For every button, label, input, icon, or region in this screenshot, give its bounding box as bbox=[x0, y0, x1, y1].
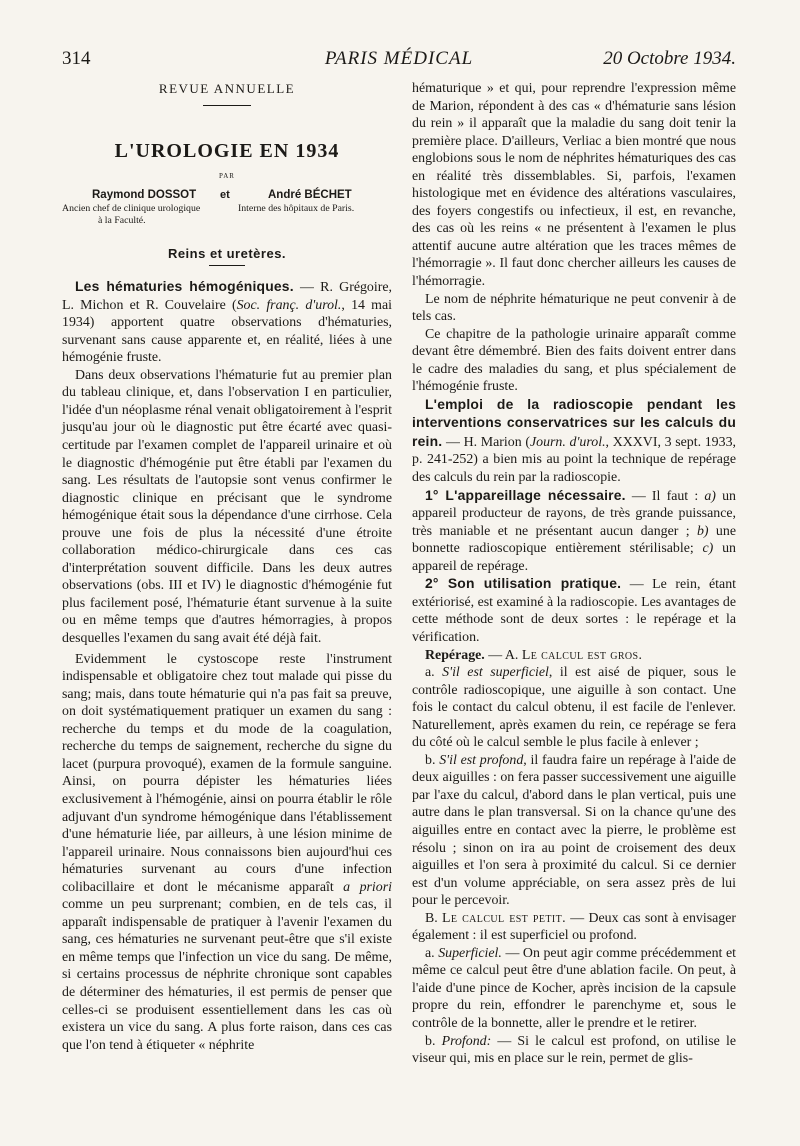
paragraph-deep: b. S'il est profond, il faudra faire un repérage à l'aide de deux aiguilles : on fera passer successivement une aiguille par l'axe du calcul, d'abord dans le plan vertical, puis une autre dans le plan transversal. Si on la chance qu'une des aiguilles entre en contact avec la pierre, le problème est résolu ; sinon on ira au point de croisement des deux aiguilles et l'on sera à proximité du calcul. Si ce dernier est d'un volume appréciable, on sera assez près de lui pour le percevoir. bbox=[412, 752, 737, 909]
page-number: 314 bbox=[62, 48, 91, 69]
paragraph-reperage: Repérage. — A. Le calcul est gros. bbox=[425, 647, 643, 663]
article-title: L'UROLOGIE EN 1934 bbox=[114, 139, 340, 162]
paragraph-equipment: 1° L'appareillage nécessaire. — Il faut : a) un appareil producteur de rayons, de très grande puissance, très maniable et ne présentant aucun danger ; b) une bonnette radioscopique entièrement stérilisable; c) un appareil de repérage. bbox=[412, 486, 736, 574]
author-2-affiliation: Interne des hôpitaux de Paris. bbox=[238, 202, 355, 214]
running-header bbox=[62, 48, 736, 74]
paragraph-radioscopy: L'emploi de la radioscopie pendant les interventions conservatrices sur les calculs du rein. — H. Marion (Journ. d'urol., XXXVI, 3 sept. 1933, p. 241-252) a bien mis au point la technique de repérage des calculs du rein par la radioscopie. bbox=[412, 395, 736, 486]
paragraph-superficial: a. S'il est superficiel, il est aisé de piquer, sous le contrôle radioscopique, une aiguille à son contact. Une fois le contact du calcul obtenu, il est facile de l'enlever. Naturellement, après examen du rein, ce repérage se fera du côté où le calcul semble le plus facile à enlever ; bbox=[412, 665, 736, 751]
issue-date: 20 Octobre 1934. bbox=[603, 48, 736, 69]
journal-title: PARIS MÉDICAL bbox=[324, 48, 474, 69]
paragraph-small-superficial: a. Superficiel. — On peut agir comme précédemment et même ce calcul peut être d'une ablation facile. On peut, à l'aide d'une pince de Kocher, après incision de la capsule propre du rein, effondrer le parenchyme et, sous le contrôle de la bonnette, aller le prendre et le retirer. bbox=[412, 945, 736, 1031]
author-conjunction: et bbox=[220, 188, 230, 201]
authors-block bbox=[62, 187, 392, 233]
right-column bbox=[412, 80, 736, 1068]
author-1-name: Raymond DOSSOT bbox=[92, 188, 197, 201]
byline-par: PAR bbox=[219, 171, 235, 180]
left-column bbox=[62, 80, 392, 1054]
author-2-name: André BÉCHET bbox=[268, 188, 352, 201]
paragraph-hemogenic-hematuria: Les hématuries hémogéniques. — R. Grégoire, L. Michon et R. Couvelaire (Soc. franç. d'urol., 14 mai 1934) apportent quatre observations d'hématuries, survenant sans cause apparente et, en réalité, liées à une hémogénie fruste. bbox=[62, 278, 392, 366]
paragraph-continuation: hématurique » et qui, pour reprendre l'expression même de Marion, répondent à des cas « d'hématurie sans lésion du rein » il apparaît que la maladie du sang doit tenir la première place. D'ailleurs, Verliac a bien montré que nous englobions sous le nom de néphrites hématuriques des cas en réalité très dissemblables. Si, parfois, l'examen histologique met en évidence des altérations vasculaires, des foyers congestifs ou infectieux, il est, en revanche, des cas où les reins « ne présentent à l'examen le plus attentif aucune autre altération que les traces mêmes de l'hémorragie ». Il faut donc chercher ailleurs les causes de l'hémorragie. bbox=[412, 81, 736, 290]
section-divider bbox=[203, 105, 251, 106]
subsection-heading: Reins et uretères. bbox=[167, 245, 287, 261]
paragraph-cystoscope: Evidemment le cystoscope reste l'instrument indispensable et obligatoire chez tout malade qui pisse du sang; mais, dans toute hématurie qui n'a pas fait sa preuve, on doit systématiquement pratiquer un examen du sang : recherche du temps et du mode de la coagulation, recherche du temps de saignement, recherche du signe du lacet (purpura provoqué), examen de la formule sanguine. Ainsi, on pourra dépister les hématuries liées exclusivement à l'hémogénie, ainsi on pourra établir le rôle adjuvant d'un syndrome hémogénique dans l'établissement d'une hématurie liée, par ailleurs, à une lésion minime de l'appareil urinaire. Nous connaissons bien aujourd'hui ces hématuries survenant au cours d'une infection colibacillaire et dont le mécanisme apparaît a priori comme un peu surprenant; combien, en de tels cas, il apparaît indispensable de pratiquer à l'avenir l'examen du sang, ces hématuries ne survenant peut-être que s'il existe en même temps que l'infection un vice du sang. De même, si certains processus de néphrite chronique sont capables de déterminer des hématuries, il est permis de penser que celles-ci se produisent essentiellement dans les cas où existera un vice du sang. A plus forte raison, dans ces cas que l'on tend à étiqueter « néphrite bbox=[62, 651, 392, 1053]
paragraph-observations: Dans deux observations l'hématurie fut au premier plan du tableau clinique, et, dans l'observation I en particulier, l'idée d'un néoplasme rénal venait obligatoirement à l'esprit jusqu'au jour où le diagnostic put être écarté avec quasi-certitude par l'examen complet de l'appareil urinaire et où le diagnostic d'hémogénie put être établi par l'examen du sang. Les résultats de l'autopsie sont venus confirmer le diagnostic clinique en précisant que le syndrome hémogénique était sous la dépendance d'une cirrhose. Cela prouve une fois de plus la nécessité d'une étroite collaboration médico-chirurgicale dans ces cas d'interprétation souvent difficile. Dans les deux autres observations (obs. III et IV) le diagnostic d'hémogénie fut plus facilement posé, l'hématurie étant survenue à la suite ou en même temps que d'autres hémorragies, à propos desquelles l'examen du sang avait été déjà fait. bbox=[62, 367, 392, 647]
paragraph-small-calculus: B. Le calcul est petit. — Deux cas sont à envisager également : il est superficiel ou profond. bbox=[412, 910, 736, 944]
author-1-affiliation: Ancien chef de clinique urologique à la Faculté. bbox=[62, 202, 201, 227]
paragraph-practical-use: 2° Son utilisation pratique. — Le rein, étant extériorisé, est examiné à la radioscopie. Les avantages de cette méthode sont de deux sortes : le repérage et la vérification. bbox=[412, 575, 736, 645]
paragraph-nephritis-name: Le nom de néphrite hématurique ne peut convenir à de tels cas. bbox=[412, 291, 736, 325]
subsection-divider bbox=[209, 265, 245, 266]
paragraph-chapter: Ce chapitre de la pathologie urinaire apparaît comme devant être démembré. Bien des faits doivent entrer dans le cadre des maladies du sang, et plus spécialement de l'hémogénie fruste. bbox=[412, 326, 736, 395]
paragraph-small-deep: b. Profond: — Si le calcul est profond, on utilise le viseur qui, mis en place sur le rein, permet de glis- bbox=[412, 1033, 737, 1067]
section-label: REVUE ANNUELLE bbox=[158, 81, 296, 96]
